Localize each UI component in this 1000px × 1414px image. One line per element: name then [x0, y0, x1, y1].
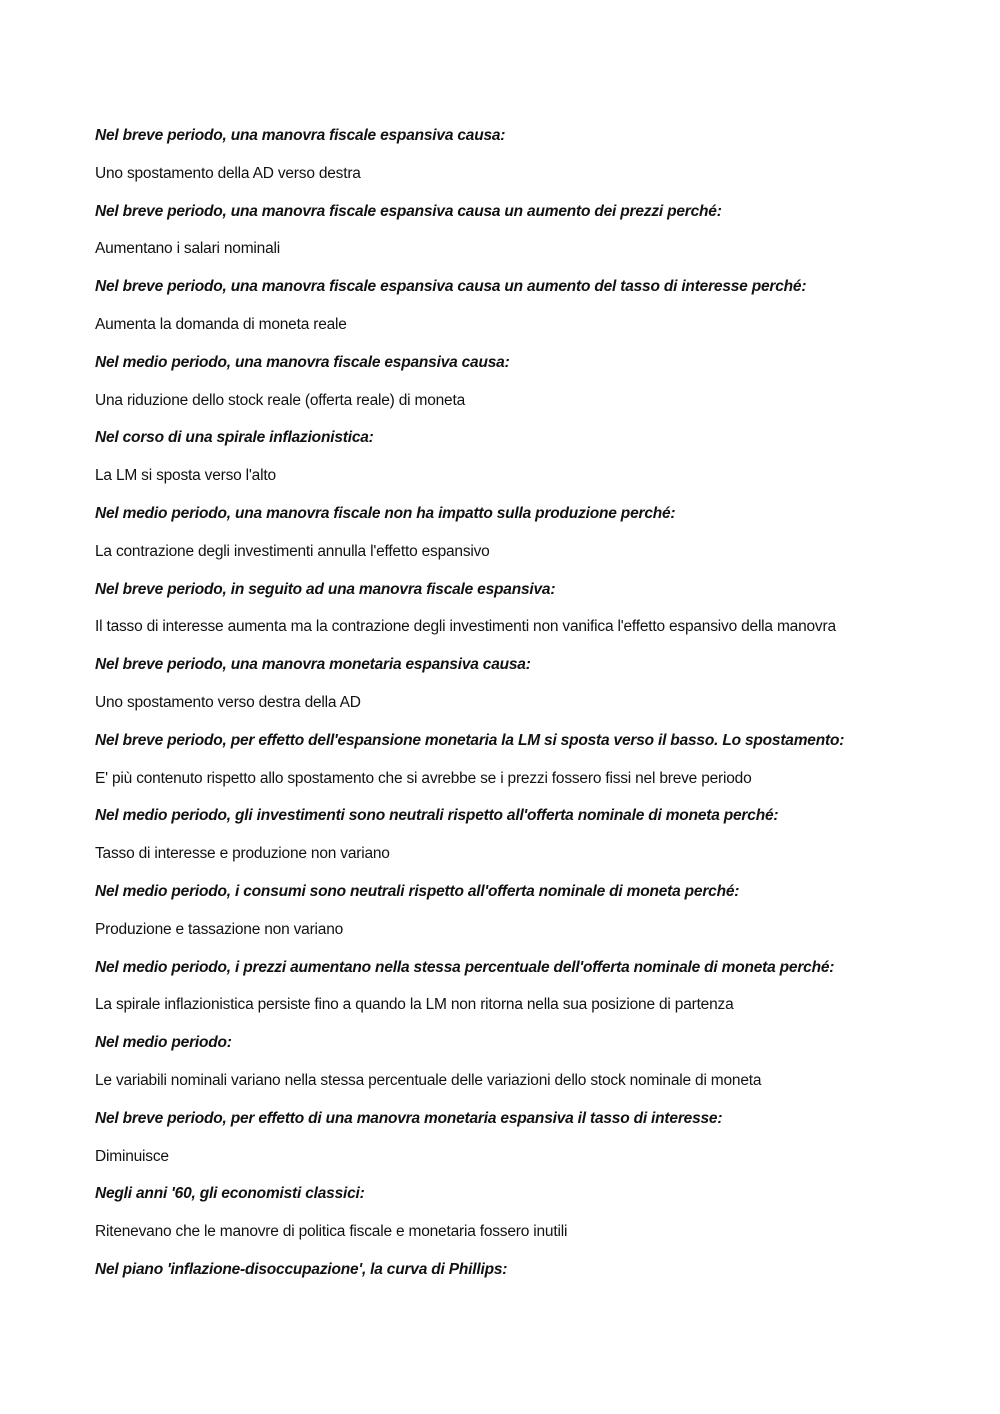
question-4: Nel medio periodo, una manovra fiscale espansiva causa:: [95, 353, 510, 371]
question-2: Nel breve periodo, una manovra fiscale espansiva causa un aumento dei prezzi perché:: [95, 202, 722, 220]
question-5: Nel corso di una spirale inflazionistica:: [95, 429, 374, 447]
question-3: Nel breve periodo, una manovra fiscale espansiva causa un aumento del tasso di interesse perché:: [95, 278, 807, 296]
question-10: Nel medio periodo, gli investimenti sono neutrali rispetto all'offerta nominale di moneta perché:: [95, 807, 779, 825]
question-15: Negli anni '60, gli economisti classici:: [95, 1185, 365, 1203]
answer-8: Uno spostamento verso destra della AD: [95, 693, 361, 711]
question-6: Nel medio periodo, una manovra fiscale non ha impatto sulla produzione perché:: [95, 504, 676, 522]
question-7: Nel breve periodo, in seguito ad una manovra fiscale espansiva:: [95, 580, 556, 598]
answer-4: Una riduzione dello stock reale (offerta reale) di moneta: [95, 391, 465, 409]
answer-12: La spirale inflazionistica persiste fino a quando la LM non ritorna nella sua posizione di partenza: [95, 996, 734, 1014]
question-16: Nel piano 'inflazione-disoccupazione', la curva di Phillips:: [95, 1260, 508, 1278]
answer-3: Aumenta la domanda di moneta reale: [95, 315, 347, 333]
answer-10: Tasso di interesse e produzione non variano: [95, 845, 390, 863]
answer-15: Ritenevano che le manovre di politica fiscale e monetaria fossero inutili: [95, 1223, 568, 1241]
question-8: Nel breve periodo, una manovra monetaria espansiva causa:: [95, 656, 531, 674]
answer-5: La LM si sposta verso l'alto: [95, 467, 276, 485]
question-11: Nel medio periodo, i consumi sono neutrali rispetto all'offerta nominale di moneta perché:: [95, 882, 740, 900]
answer-13: Le variabili nominali variano nella stessa percentuale delle variazioni dello stock nominale di moneta: [95, 1071, 762, 1089]
question-13: Nel medio periodo:: [95, 1034, 232, 1052]
answer-9: E' più contenuto rispetto allo spostamento che si avrebbe se i prezzi fossero fissi nel breve periodo: [95, 769, 752, 787]
question-14: Nel breve periodo, per effetto di una manovra monetaria espansiva il tasso di interesse:: [95, 1109, 723, 1127]
answer-7: Il tasso di interesse aumenta ma la contrazione degli investimenti non vanifica l'effetto espansivo della manovra: [95, 618, 836, 636]
answer-2: Aumentano i salari nominali: [95, 240, 281, 258]
answer-11: Produzione e tassazione non variano: [95, 920, 344, 938]
question-1: Nel breve periodo, una manovra fiscale espansiva causa:: [95, 127, 506, 144]
answer-6: La contrazione degli investimenti annulla l'effetto espansivo: [95, 542, 490, 560]
qa-list: [95, 117, 915, 1289]
answer-1: Uno spostamento della AD verso destra: [95, 164, 361, 182]
question-12: Nel medio periodo, i prezzi aumentano nella stessa percentuale dell'offerta nominale di moneta perché:: [95, 958, 835, 976]
question-9: Nel breve periodo, per effetto dell'espansione monetaria la LM si sposta verso il basso. Lo spostamento:: [95, 731, 845, 749]
answer-14: Diminuisce: [95, 1147, 169, 1165]
